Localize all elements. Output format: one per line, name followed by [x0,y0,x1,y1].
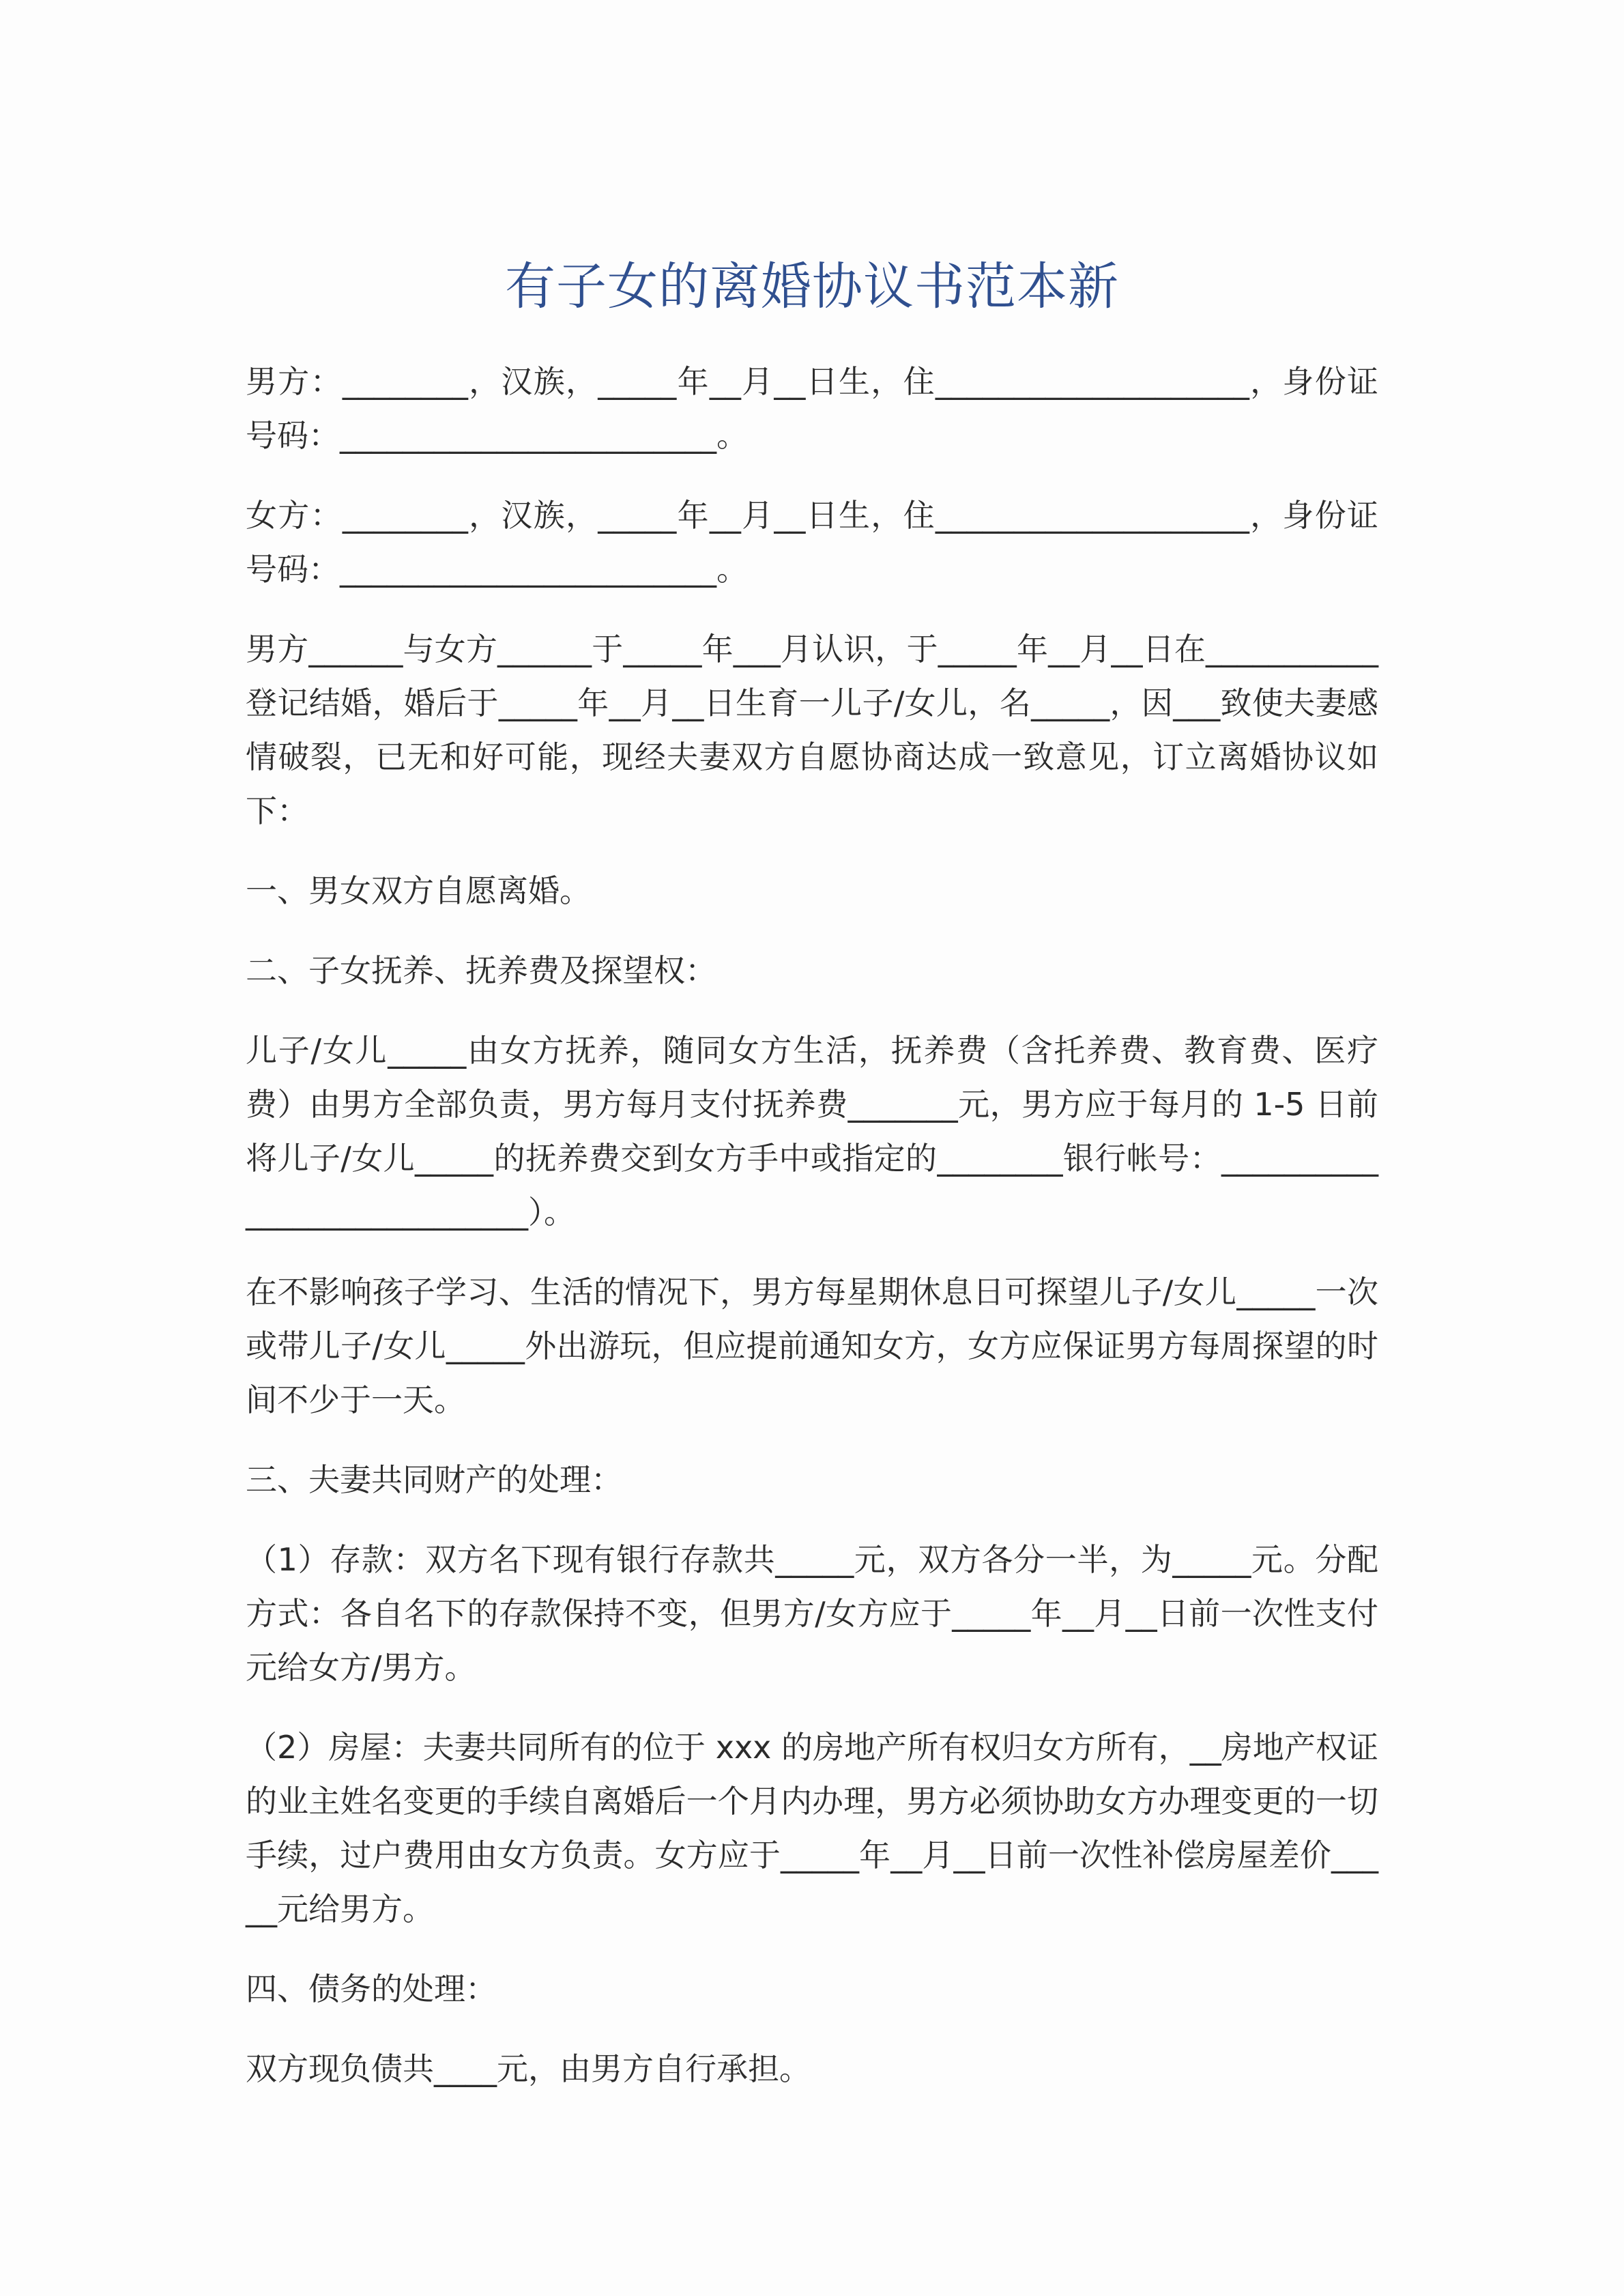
paragraph-debts: 双方现负债共____元，由男方自行承担。 [246,2050,811,2087]
paragraph-male-party: 男方：________，汉族，_____年__月__日生，住____________________，身份证号码：________________________。 [246,363,1378,454]
heading-property: 三、夫妻共同财产的处理： [246,1461,622,1498]
paragraph-house: （2）房屋：夫妻共同所有的位于 xxx 的房地产所有权归女方所有，__房地产权证的业主姓名变更的手续自离婚后一个月内办理，男方必须协助女方办理变更的一切手续，过户费用由女方负责。女方应于_____年__月__日前一次性补偿房屋差价_____元给男方。 [246,1729,1378,1927]
document-body [246,355,1378,2122]
heading-child-custody: 二、子女抚养、抚养费及探望权： [246,952,716,989]
paragraph-savings: （1）存款：双方名下现有银行存款共_____元，双方各分一半，为_____元。分配方式：各自名下的存款保持不变，但男方/女方应于_____年__月__日前一次性支付元给女方/男方。 [246,1541,1378,1686]
paragraph-female-party: 女方：________，汉族，_____年__月__日生，住____________________，身份证号码：________________________。 [246,497,1378,588]
heading-debts: 四、债务的处理： [246,1970,497,2007]
paragraph-visitation: 在不影响孩子学习、生活的情况下，男方每星期休息日可探望儿子/女儿_____一次或带儿子/女儿_____外出游玩，但应提前通知女方，女方应保证男方每周探望的时间不少于一天。 [246,1274,1378,1418]
paragraph-child-support: 儿子/女儿_____由女方抚养，随同女方生活，抚养费（含托养费、教育费、医疗费）由男方全部负责，男方每月支付抚养费_______元，男方应于每月的 1-5 日前将儿子/女儿_____的抚养费交到女方手中或指定的________银行帐号：____________________________）。 [246,1032,1378,1231]
paragraph-preamble: 男方______与女方______于_____年___月认识，于_____年__月__日在___________登记结婚，婚后于_____年__月__日生育一儿子/女儿，名_____，因___致使夫妻感情破裂，已无和好可能，现经夫妻双方自愿协商达成一致意见，订立离婚协议如下： [246,631,1378,829]
heading-divorce: 一、男女双方自愿离婚。 [246,872,591,909]
document-title: 有子女的离婚协议书范本新 [505,257,1119,316]
